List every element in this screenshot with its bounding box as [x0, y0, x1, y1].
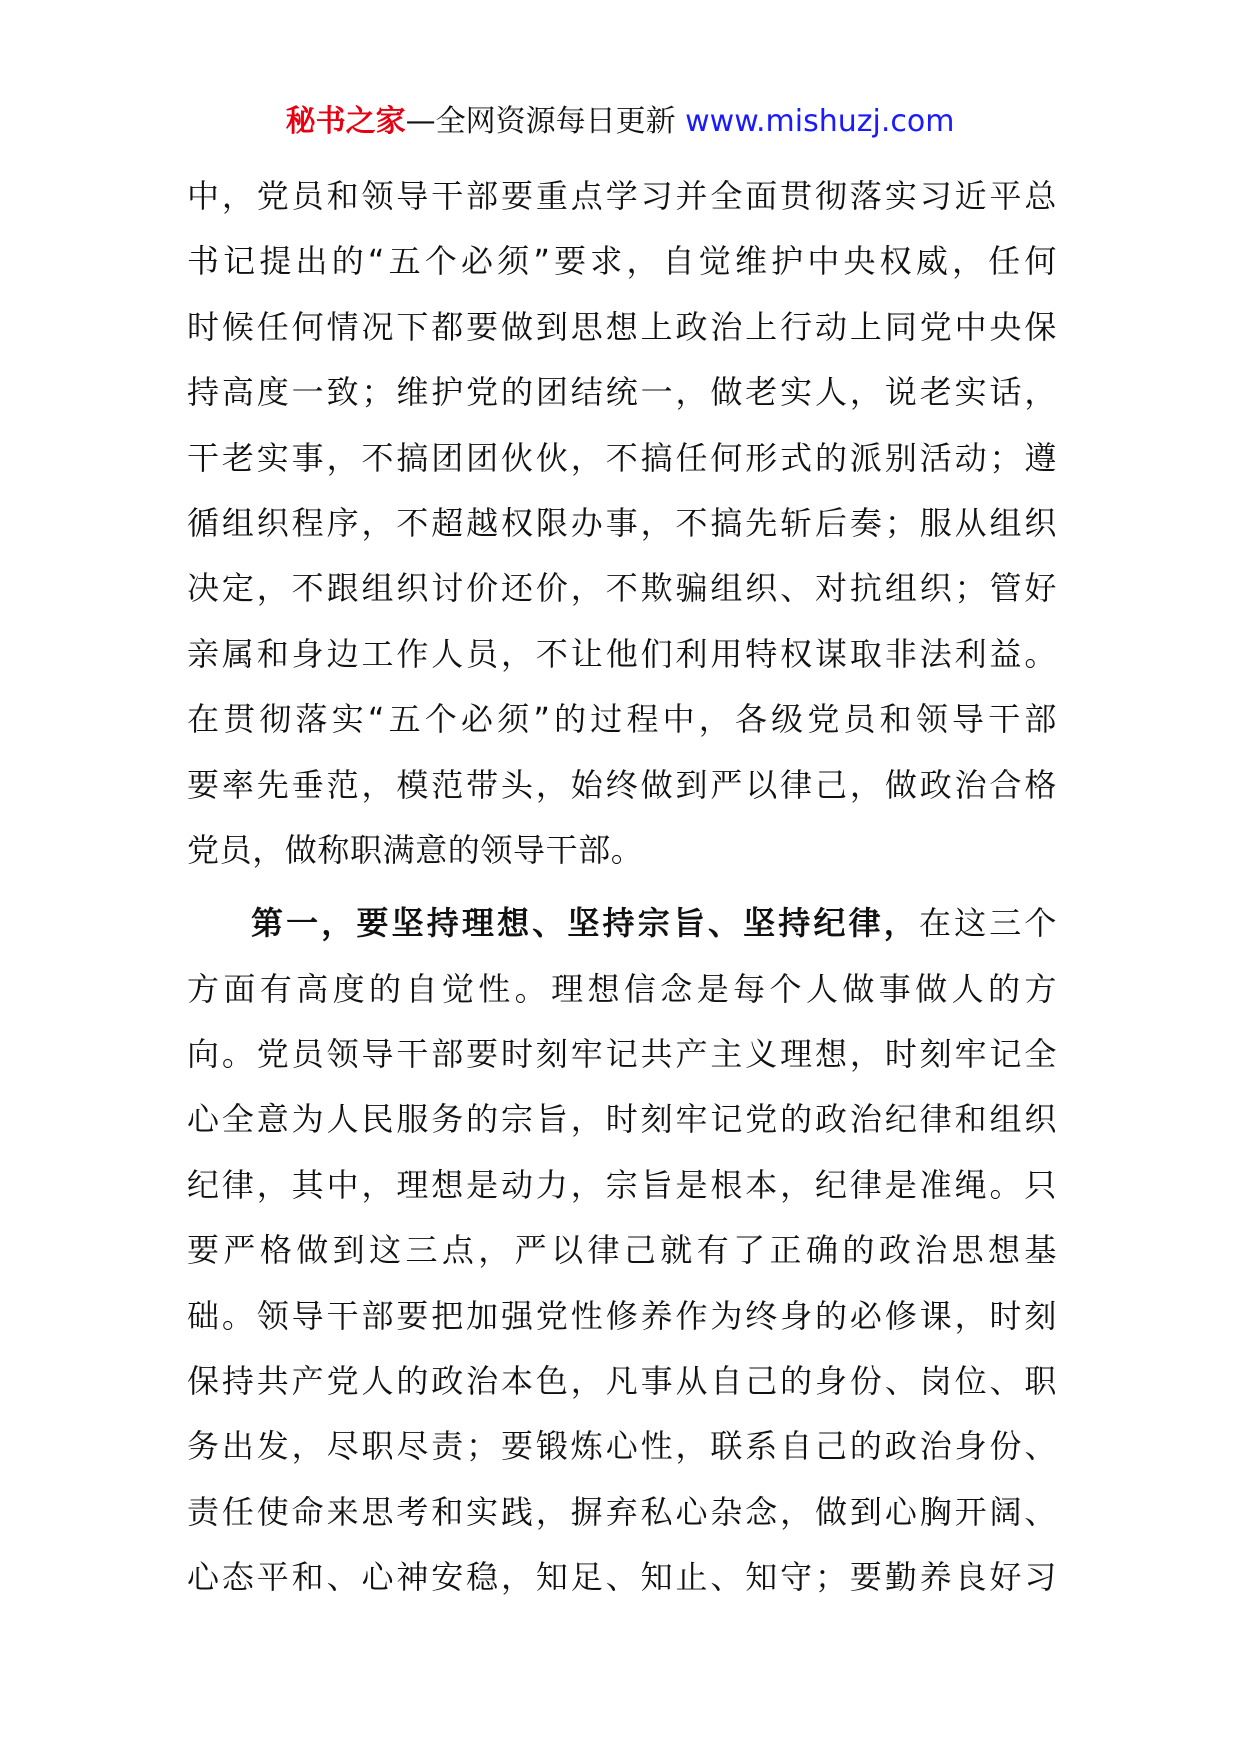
paragraph-2-lead: 第一，要坚持理想、坚持宗旨、坚持纪律， [251, 904, 919, 943]
page-header [0, 102, 1240, 142]
text-line: 务出发，尽职尽责；要锻炼心性，联系自己的政治身份、 [187, 1427, 1057, 1466]
text-line: 保持共产党人的政治本色，凡事从自己的身份、岗位、职 [187, 1362, 1057, 1401]
header-tagline: —全网资源每日更新 [405, 104, 686, 139]
text-line: 决定，不跟组织讨价还价，不欺骗组织、对抗组织；管好 [187, 569, 1057, 608]
text-line: 要严格做到这三点，严以律己就有了正确的政治思想基 [187, 1231, 1057, 1270]
text-line: 方面有高度的自觉性。理想信念是每个人做事做人的方 [187, 969, 1057, 1008]
text-line: 在贯彻落实“五个必须”的过程中，各级党员和领导干部 [187, 700, 1057, 739]
paragraph-1 [187, 164, 1057, 883]
paragraph-2-first-line [187, 891, 1057, 956]
text-line: 干老实事，不搞团团伙伙，不搞任何形式的派别活动；遵 [187, 438, 1057, 477]
text-line: 心全意为人民服务的宗旨，时刻牢记党的政治纪律和组织 [187, 1100, 1057, 1139]
text-line: 纪律，其中，理想是动力，宗旨是根本，纪律是准绳。只 [187, 1165, 1057, 1204]
text-line: 时候任何情况下都要做到思想上政治上行动上同党中央保 [187, 307, 1057, 346]
text-line: 书记提出的“五个必须”要求，自觉维护中央权威，任何 [187, 242, 1057, 281]
body-text [187, 164, 1057, 1611]
text-line: 心态平和、心神安稳，知足、知止、知守；要勤养良好习 [187, 1558, 1057, 1597]
text-line: 础。领导干部要把加强党性修养作为终身的必修课，时刻 [187, 1296, 1057, 1335]
text-line: 要率先垂范，模范带头，始终做到严以律己，做政治合格 [187, 765, 1057, 804]
text-line: 亲属和身边工作人员，不让他们利用特权谋取非法利益。 [187, 634, 1057, 673]
paragraph-2 [187, 891, 1057, 1610]
header-url[interactable]: www.mishuzj.com [685, 104, 955, 139]
text-line: 党员，做称职满意的领导干部。 [187, 830, 644, 869]
paragraph-gap [187, 883, 1057, 891]
text-line: 中，党员和领导干部要重点学习并全面贯彻落实习近平总 [187, 177, 1057, 215]
text-line: 向。党员领导干部要时刻牢记共产主义理想，时刻牢记全 [187, 1035, 1057, 1074]
text-line: 循组织程序，不超越权限办事，不搞先斩后奏；服从组织 [187, 503, 1057, 542]
text-line: 责任使命来思考和实践，摒弃私心杂念，做到心胸开阔、 [187, 1492, 1057, 1531]
header-brand: 秘书之家 [285, 104, 406, 139]
paragraph-2-first-line-rest: 在这三个 [918, 904, 1057, 943]
text-line: 持高度一致；维护党的团结统一，做老实人，说老实话， [187, 373, 1057, 412]
